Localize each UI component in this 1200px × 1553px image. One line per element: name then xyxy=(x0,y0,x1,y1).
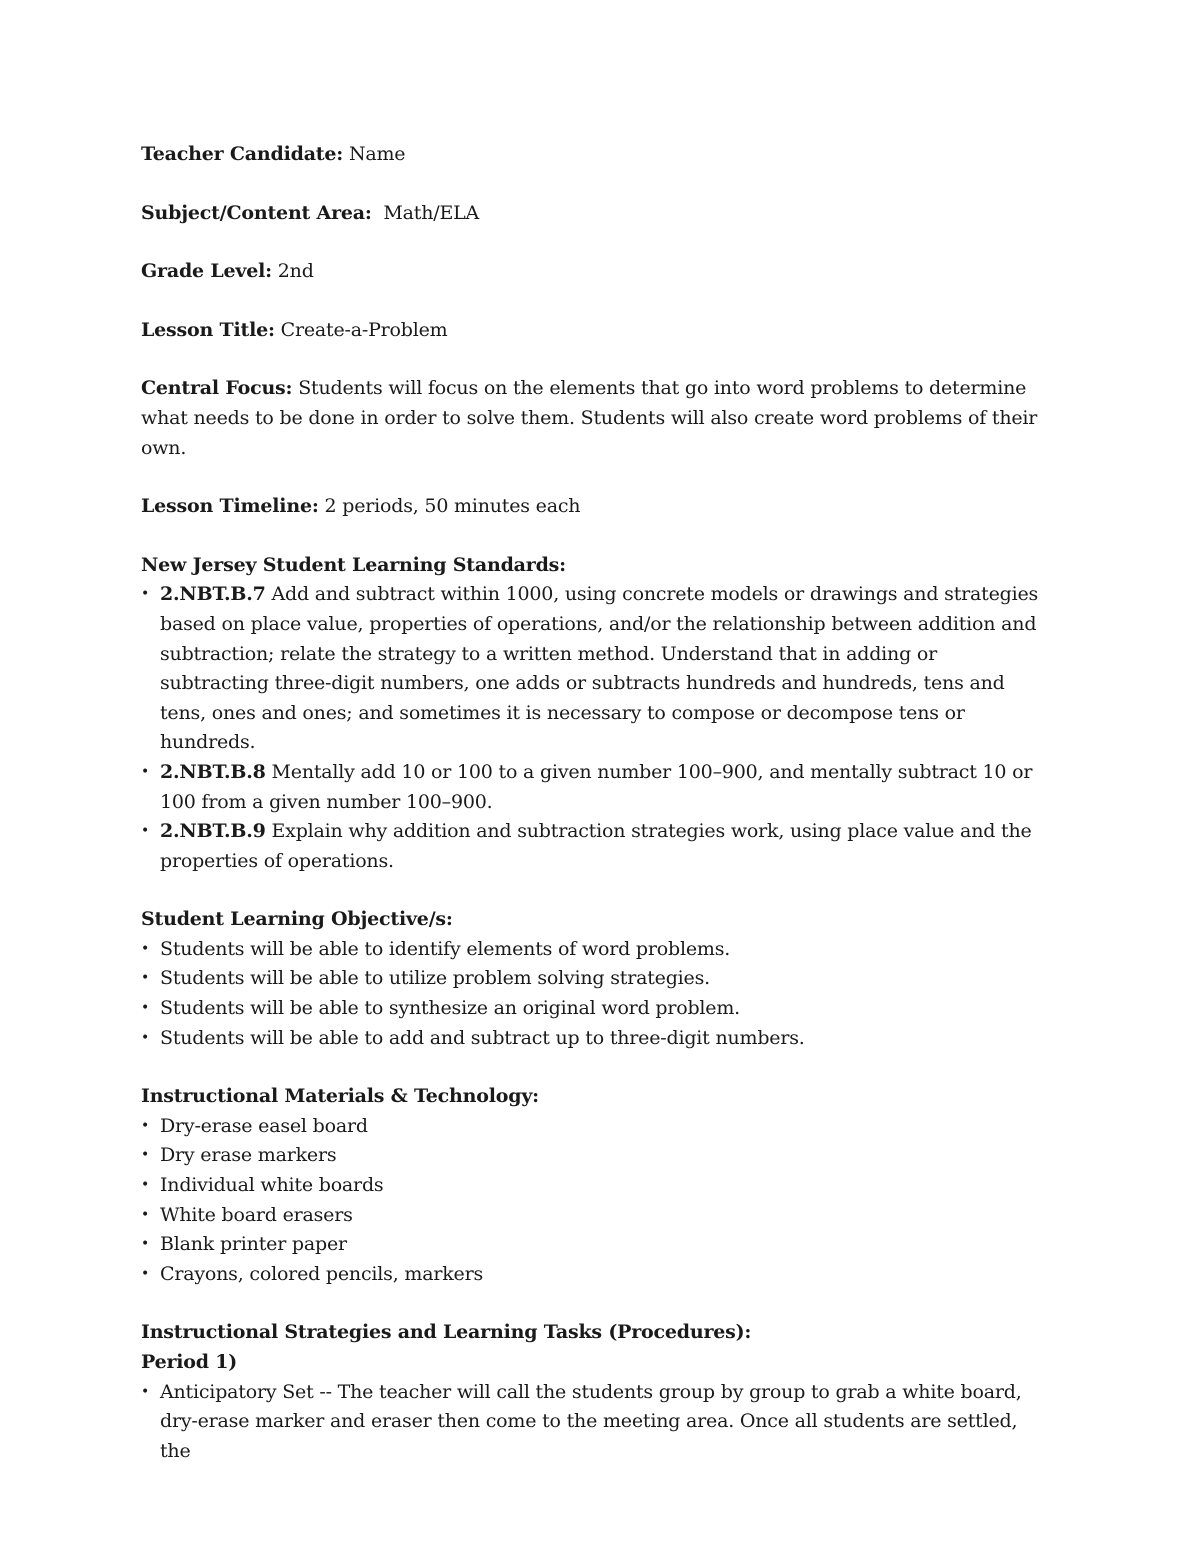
list-item: • Students will be able to synthesize an original word problem. xyxy=(141,994,1041,1024)
list-item: • Students will be able to identify elements of word problems. xyxy=(141,935,1041,965)
standard-text: Explain why addition and subtraction strategies work, using place value and the properties of operations. xyxy=(160,820,1032,872)
list-item xyxy=(141,758,1041,817)
teacher-candidate-field xyxy=(141,140,1041,170)
list-item: • Dry-erase easel board xyxy=(141,1112,1041,1142)
lesson-timeline-label: Lesson Timeline: xyxy=(141,495,319,518)
list-item: • Students will be able to add and subtract up to three-digit numbers. xyxy=(141,1024,1041,1054)
subject-field xyxy=(141,199,1041,229)
standards-heading: New Jersey Student Learning Standards: xyxy=(141,553,566,576)
teacher-candidate-value: Name xyxy=(348,143,406,165)
lesson-plan-page xyxy=(141,140,1041,1495)
list-item: • White board erasers xyxy=(141,1201,1041,1231)
period-label: Period 1) xyxy=(141,1351,238,1373)
list-item: • Anticipatory Set -- The teacher will call the students group by group to grab a white board, dry-erase marker and eraser then come to the meeting area. Once all students are settled, the xyxy=(141,1378,1041,1467)
procedures-heading: Instructional Strategies and Learning Tasks (Procedures): xyxy=(141,1321,752,1344)
lesson-title-label: Lesson Title: xyxy=(141,318,275,341)
procedures-list xyxy=(141,1378,1041,1467)
lesson-timeline-value: 2 periods, 50 minutes each xyxy=(324,495,581,518)
subject-value: Math/ELA xyxy=(383,201,480,224)
list-item: • Dry erase markers xyxy=(141,1141,1041,1171)
objectives-heading: Student Learning Objective/s: xyxy=(141,908,453,931)
central-focus-label: Central Focus: xyxy=(141,377,293,400)
list-item: • Students will be able to utilize problem solving strategies. xyxy=(141,964,1041,994)
central-focus-field xyxy=(141,374,1041,463)
grade-level-label: Grade Level: xyxy=(141,260,272,283)
lesson-timeline-field xyxy=(141,492,1041,522)
materials-heading: Instructional Materials & Technology: xyxy=(141,1085,539,1108)
standard-code: 2.NBT.B.8 xyxy=(160,760,266,783)
standards-list xyxy=(141,580,1041,876)
list-item xyxy=(141,817,1041,876)
grade-level-value: 2nd xyxy=(277,260,314,283)
lesson-title-value: Create-a-Problem xyxy=(280,318,448,341)
grade-level-field xyxy=(141,257,1041,287)
objectives-list xyxy=(141,935,1041,1053)
standard-text: Mentally add 10 or 100 to a given number 100–900, and mentally subtract 10 or 100 from a given number 100–900. xyxy=(160,760,1033,813)
standard-code: 2.NBT.B.7 xyxy=(160,583,266,606)
list-item: • Individual white boards xyxy=(141,1171,1041,1201)
teacher-candidate-label: Teacher Candidate: xyxy=(141,143,344,165)
subject-label: Subject/Content Area: xyxy=(141,201,372,224)
list-item xyxy=(141,580,1041,758)
materials-list xyxy=(141,1112,1041,1290)
lesson-title-field xyxy=(141,316,1041,346)
standard-text: Add and subtract within 1000, using concrete models or drawings and strategies based on place value, properties of operations, and/or the relationship between addition and subtraction; relate the strategy to a written method. Understand that in adding or subtracting three-digit numbers, one adds or subtracts hundreds and hundreds, tens and tens, ones and ones; and sometimes it is necessary to compose or decompose tens or hundreds. xyxy=(160,583,1039,754)
standard-code: 2.NBT.B.9 xyxy=(160,820,266,843)
list-item: • Blank printer paper xyxy=(141,1230,1041,1260)
central-focus-value: Students will focus on the elements that go into word problems to determine what needs to be done in order to solve them. Students will also create word problems of their own. xyxy=(141,377,1038,459)
list-item: • Crayons, colored pencils, markers xyxy=(141,1260,1041,1290)
